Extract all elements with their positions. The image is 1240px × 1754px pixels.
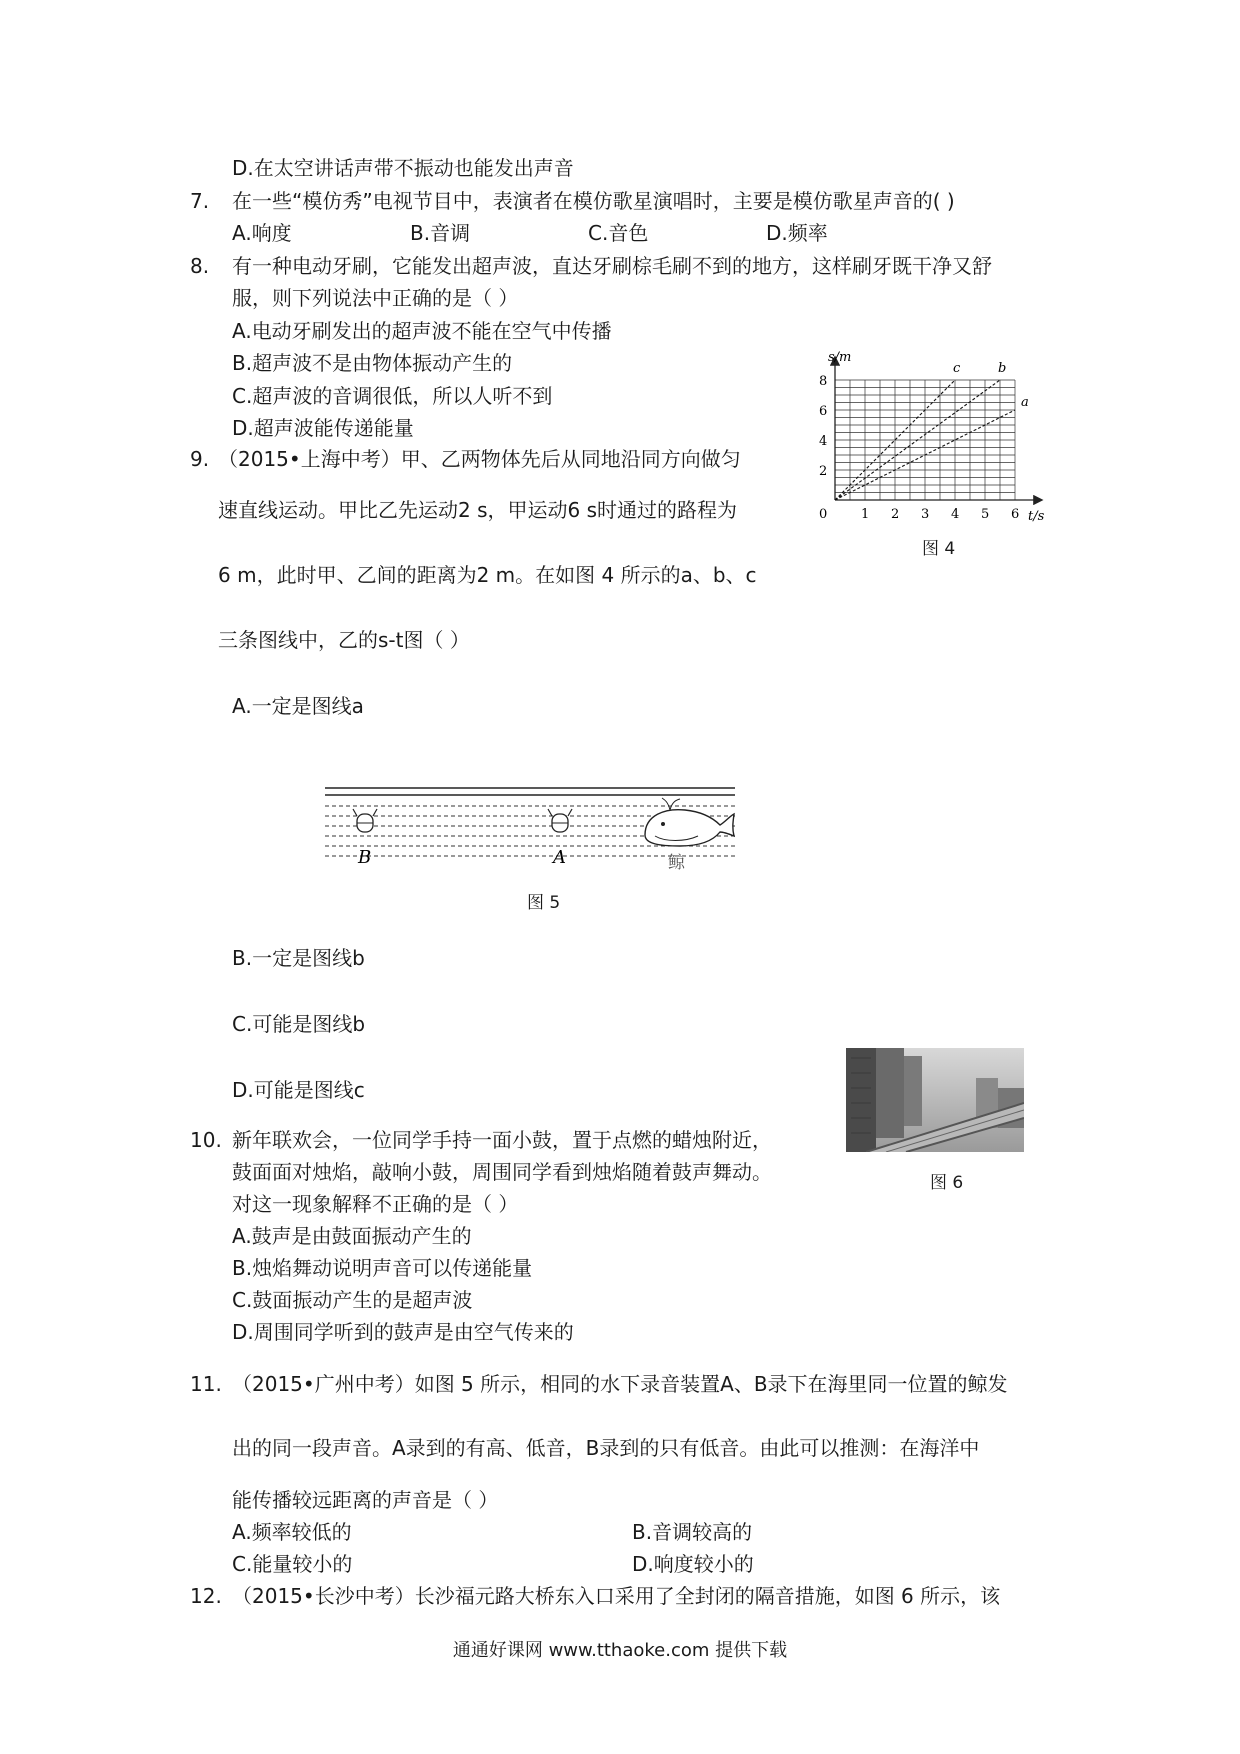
q10-line3: 对这一现象解释不正确的是（ ） (232, 1192, 519, 1216)
chart-grid (835, 380, 1015, 500)
q9-line2: 速直线运动。甲比乙先运动2 s，甲运动6 s时通过的路程为 (218, 498, 738, 522)
q6-option-d: D.在太空讲话声带不振动也能发出声音 (232, 156, 574, 180)
q10-option-c: C.鼓面振动产生的是超声波 (232, 1288, 473, 1312)
x-tick-label: 3 (921, 507, 930, 522)
q9-line1: （2015•上海中考）甲、乙两物体先后从同地沿同方向做匀 (218, 447, 741, 471)
q10-option-d: D.周围同学听到的鼓声是由空气传来的 (232, 1320, 574, 1344)
q7-option-c: C.音色 (588, 221, 649, 245)
q11-option-a: A.频率较低的 (232, 1520, 352, 1544)
recorder-b-label: B (358, 847, 372, 868)
x-tick-label: 4 (951, 507, 960, 522)
q9-option-c: C.可能是图线b (232, 1012, 366, 1036)
q7-number: 7. (190, 189, 210, 213)
q9-option-d: D.可能是图线c (232, 1078, 365, 1102)
q8-stem-line2: 服，则下列说法中正确的是（ ） (232, 286, 519, 310)
series-label-b: b (998, 361, 1007, 376)
y-axis-label: s/m (828, 350, 852, 365)
q7-stem: 在一些“模仿秀”电视节目中，表演者在模仿歌星演唱时，主要是模仿歌星声音的( ) (232, 189, 955, 213)
figure-4-chart (800, 348, 1060, 523)
q7-options (232, 219, 944, 247)
recorder-b (353, 809, 377, 832)
page-footer: 通通好课网 www.tthaoke.com 提供下载 (452, 1640, 788, 1661)
series-label-a: a (1021, 395, 1029, 410)
q9-line3: 6 m，此时甲、乙间的距离为2 m。在如图 4 所示的a、b、c (218, 563, 757, 587)
q11-option-d: D.响度较小的 (632, 1552, 754, 1576)
q11-line1: （2015•广州中考）如图 5 所示，相同的水下录音装置A、B录下在海里同一位置的鲸发 (232, 1372, 1008, 1396)
figure-5-caption: 图 5 (527, 893, 561, 913)
whale-label: 鲸 (668, 853, 685, 873)
q12-number: 12. (190, 1584, 222, 1608)
figure-4-caption: 图 4 (922, 539, 956, 559)
q11-number: 11. (190, 1372, 222, 1396)
series-label-c: c (953, 361, 961, 376)
q7-option-a: A.响度 (232, 221, 292, 245)
x-tick-label: 0 (819, 507, 828, 522)
x-tick-label: 2 (891, 507, 900, 522)
y-tick-label: 4 (819, 434, 828, 449)
q12-line1: （2015•长沙中考）长沙福元路大桥东入口采用了全封闭的隔音措施，如图 6 所示，该 (232, 1584, 1001, 1608)
x-axis-label: t/s (1028, 509, 1045, 523)
y-tick-label: 2 (819, 464, 828, 479)
q10-line2: 鼓面面对烛焰，敲响小鼓，周围同学看到烛焰随着鼓声舞动。 (232, 1160, 772, 1184)
recorder-a (548, 809, 572, 832)
q10-option-b: B.烛焰舞动说明声音可以传递能量 (232, 1256, 533, 1280)
y-tick-label: 8 (819, 374, 828, 389)
whale-icon (645, 798, 734, 846)
q8-option-d: D.超声波能传递能量 (232, 416, 414, 440)
q11-line2: 出的同一段声音。A录到的有高、低音，B录到的只有低音。由此可以推测：在海洋中 (232, 1436, 980, 1460)
q8-number: 8. (190, 254, 210, 278)
q8-option-a: A.电动牙刷发出的超声波不能在空气中传播 (232, 319, 612, 343)
q10-line1: 新年联欢会，一位同学手持一面小鼓，置于点燃的蜡烛附近， (232, 1128, 772, 1152)
q9-option-a: A.一定是图线a (232, 694, 364, 718)
x-tick-label: 5 (981, 507, 990, 522)
q10-option-a: A.鼓声是由鼓面振动产生的 (232, 1224, 472, 1248)
q7-option-b: B.音调 (410, 221, 471, 245)
q11-line3: 能传播较远距离的声音是（ ） (232, 1488, 499, 1512)
q9-line4: 三条图线中，乙的s-t图（ ） (218, 628, 470, 652)
figure-5-sea-diagram (320, 780, 740, 880)
q11-option-b: B.音调较高的 (632, 1520, 753, 1544)
figure-6-caption: 图 6 (930, 1173, 964, 1193)
q9-option-b: B.一定是图线b (232, 946, 365, 970)
q8-stem-line1: 有一种电动牙刷，它能发出超声波，直达牙刷棕毛刷不到的地方，这样刷牙既干净又舒 (232, 254, 992, 278)
x-tick-label: 6 (1011, 507, 1020, 522)
y-tick-label: 6 (819, 404, 828, 419)
q9-number: 9. (190, 447, 210, 471)
q8-option-b: B.超声波不是由物体振动产生的 (232, 351, 513, 375)
q7-option-d: D.频率 (766, 221, 828, 245)
x-tick-label: 1 (861, 507, 870, 522)
figure-6-photo (846, 1048, 1024, 1152)
q8-option-c: C.超声波的音调很低，所以人听不到 (232, 384, 553, 408)
q11-option-c: C.能量较小的 (232, 1552, 353, 1576)
q10-number: 10. (190, 1128, 222, 1152)
recorder-a-label: A (553, 847, 566, 868)
